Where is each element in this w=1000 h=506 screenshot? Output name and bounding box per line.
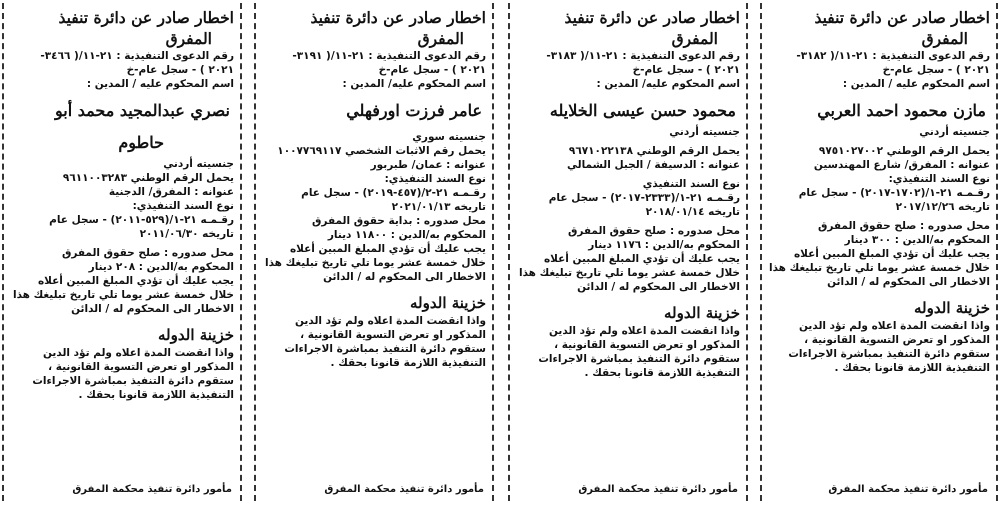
notice-footer: مأمور دائرة تنفيذ محكمة المفرق bbox=[828, 484, 988, 495]
case-number-line2: ٢٠٢١ ) - سجل عام-خ bbox=[126, 64, 234, 76]
nationality: جنسيته أردني bbox=[919, 126, 990, 138]
defendant-name: مازن محمود احمد العربي bbox=[817, 101, 986, 120]
amount: المحكوم به/الدين : ٢٠٨ دينار bbox=[88, 261, 234, 273]
id-number: يحمل رقم الاثبات الشخصي ١٠٠٧٧٦٩١١٧ bbox=[277, 145, 486, 157]
amount: المحكوم به/الدين : ١١٨٠٠ دينار bbox=[327, 229, 486, 241]
treasury-heading: خزينة الدوله bbox=[664, 304, 740, 322]
amount: المحكوم به/الدين : ٣٠٠ دينار bbox=[844, 234, 990, 246]
notice-column-3 bbox=[254, 3, 494, 501]
notice-title bbox=[262, 7, 486, 49]
nationality: جنسيته أردني bbox=[669, 126, 740, 138]
defendant-label: اسم المحكوم عليه/ المدين : bbox=[596, 78, 740, 90]
consequence-text: واذا انقضت المدة اعلاه ولم تؤد الدين المذكور او تعرض التسوية القانونية ، ستقوم دائرة التنفيذ بمباشرة الاجراءات التنفيذية اللازمة قانونا بحقك . bbox=[32, 347, 234, 401]
address: عنوانه : عمان/ طبربور bbox=[370, 159, 486, 171]
id-number: يحمل الرقم الوطني ٩٧٥١٠٢٧٠٠٢ bbox=[818, 145, 990, 157]
consequence-text: واذا انقضت المدة اعلاه ولم تؤد الدين المذكور او تعرض التسوية القانونية ، ستقوم دائرة التنفيذ بمباشرة الاجراءات التنفيذية اللازمة قانونا بحقك . bbox=[284, 315, 486, 369]
case-number-line2: ٢٠٢١ ) - سجل عام-خ bbox=[378, 64, 486, 76]
notice-title bbox=[516, 7, 740, 49]
notice-column-1 bbox=[760, 3, 998, 501]
bond-type: نوع السند التنفيذي: bbox=[132, 200, 234, 212]
notice-title-line1: اخطار صادر عن دائرة تنفيذ bbox=[58, 8, 234, 27]
bond-date: تاريخه ٢٠٢١/٠١/١٣ bbox=[391, 201, 486, 213]
case-number-line1: رقم الدعوى التنفيذية : ٢١-١١/( ٣١٩١- bbox=[292, 50, 486, 62]
bond-type: نوع السند التنفيذي bbox=[642, 178, 740, 190]
defendant-name-line2: حاطوم bbox=[118, 133, 164, 152]
payment-warning: يجب عليك أن تؤدي المبلغ المبين أعلاه خلال خمسة عشر يوما تلي تاريخ تبليغك هذا الاخطار الى المحكوم له / الدائن bbox=[519, 253, 740, 293]
bond-type: نوع السند التنفيذي: bbox=[384, 173, 486, 185]
consequence-text: واذا انقضت المدة اعلاه ولم تؤد الدين المذكور او تعرض التسوية القانونية ، ستقوم دائرة التنفيذ بمباشرة الاجراءات التنفيذية اللازمة قانونا بحقك . bbox=[538, 325, 740, 379]
defendant-label: اسم المحكوم عليه/ المدين : bbox=[342, 78, 486, 90]
defendant-name: عامر فرزت اورفهلي bbox=[346, 101, 482, 120]
payment-warning: يجب عليك أن تؤدي المبلغ المبين أعلاه خلال خمسة عشر يوما تلي تاريخ تبليغك هذا الاخطار الى المحكوم له / الدائن bbox=[13, 275, 234, 315]
notice-title-line2: المفرق bbox=[165, 29, 212, 48]
issued-by: محل صدوره : صلح حقوق المفرق bbox=[567, 225, 740, 237]
notice-title-line1: اخطار صادر عن دائرة تنفيذ bbox=[564, 8, 740, 27]
amount: المحكوم به/الدين : ١١٧٦ دينار bbox=[588, 239, 740, 251]
bond-type: نوع السند التنفيذي: bbox=[888, 173, 990, 185]
address: عنوانه : الدسيفة / الجبل الشمالي bbox=[567, 159, 740, 171]
payment-warning: يجب عليك أن تؤدي المبلغ المبين أعلاه خلال خمسة عشر يوما تلي تاريخ تبليغك هذا الاخطار الى المحكوم له / الدائن bbox=[769, 248, 990, 288]
notice-title-line1: اخطار صادر عن دائرة تنفيذ bbox=[814, 8, 990, 27]
defendant-name: محمود حسن عيسى الخلايله bbox=[549, 101, 736, 120]
notice-column-4 bbox=[2, 3, 242, 501]
bond-number: رقـمـه ٢١-١/(٢٣٣٣-٢٠١٧) - سجل عام bbox=[548, 192, 740, 204]
payment-warning: يجب عليك أن تؤدي المبلغ المبين أعلاه خلال خمسة عشر يوما تلي تاريخ تبليغك هذا الاخطار الى المحكوم له / الدائن bbox=[265, 243, 486, 283]
bond-number: رقـمـه ٢١-١/(٥٢٩-٢٠١١) - سجل عام bbox=[49, 214, 234, 226]
defendant-name: نصري عبدالمجيد محمد أبو bbox=[55, 101, 230, 120]
id-number: يحمل الرقم الوطني ٩٦١١٠٠٣٢٨٣ bbox=[62, 172, 234, 184]
nationality: جنسيته سوري bbox=[412, 131, 486, 143]
consequence-text: واذا انقضت المدة اعلاه ولم تؤد الدين المذكور او تعرض التسوية القانونية ، ستقوم دائرة التنفيذ بمباشرة الاجراءات التنفيذية اللازمة قانونا بحقك . bbox=[788, 320, 990, 374]
treasury-heading: خزينة الدوله bbox=[158, 326, 234, 344]
notice-column-2 bbox=[508, 3, 748, 501]
notice-title-line1: اخطار صادر عن دائرة تنفيذ bbox=[310, 8, 486, 27]
case-number-line2: ٢٠٢١ ) - سجل عام-خ bbox=[632, 64, 740, 76]
notice-footer: مأمور دائرة تنفيذ محكمة المفرق bbox=[324, 484, 484, 495]
notice-footer: مأمور دائرة تنفيذ محكمة المفرق bbox=[72, 484, 232, 495]
notice-title-line2: المفرق bbox=[921, 29, 968, 48]
bond-date: تاريخه ٢٠١٧/١٢/٢٦ bbox=[895, 201, 990, 213]
defendant-label: اسم المحكوم عليه / المدين : bbox=[842, 78, 990, 90]
case-number-line1: رقم الدعوى التنفيذية : ٢١-١١/( ٣١٨٣- bbox=[546, 50, 740, 62]
defendant-label: اسم المحكوم عليه / المدين : bbox=[86, 78, 234, 90]
id-number: يحمل الرقم الوطني ٩٦٧١٠٢٢١٣٨ bbox=[568, 145, 740, 157]
treasury-heading: خزينة الدوله bbox=[914, 299, 990, 317]
issued-by: محل صدوره : بداية حقوق المفرق bbox=[312, 215, 486, 227]
bond-number: رقـمـه ٢١-٢/(٤٥٧-٢٠١٩) - سجل عام bbox=[301, 187, 486, 199]
issued-by: محل صدوره : صلح حقوق المفرق bbox=[817, 220, 990, 232]
notice-footer: مأمور دائرة تنفيذ محكمة المفرق bbox=[578, 484, 738, 495]
treasury-heading: خزينة الدوله bbox=[410, 294, 486, 312]
address: عنوانه : المفرق/ الدجنية bbox=[108, 186, 234, 198]
bond-date: تاريخه ٢٠١١/٠٦/٣٠ bbox=[139, 228, 234, 240]
notice-title bbox=[768, 7, 990, 49]
bond-date: تاريخه ٢٠١٨/٠١/١٤ bbox=[645, 206, 740, 218]
nationality: جنسيته أردني bbox=[163, 158, 234, 170]
bond-number: رقـمـه ٢١-١/(١٧٠٢-٢٠١٧) - سجل عام bbox=[798, 187, 990, 199]
notice-title bbox=[10, 7, 234, 49]
case-number-line2: ٢٠٢١ ) - سجل عام-خ bbox=[882, 64, 990, 76]
issued-by: محل صدوره : صلح حقوق المفرق bbox=[61, 247, 234, 259]
address: عنوانه : المفرق/ شارع المهندسين bbox=[813, 159, 990, 171]
notice-title-line2: المفرق bbox=[417, 29, 464, 48]
notice-title-line2: المفرق bbox=[671, 29, 718, 48]
case-number-line1: رقم الدعوى التنفيذية : ٢١-١١/( ٣٤٦٦- bbox=[40, 50, 234, 62]
case-number-line1: رقم الدعوى التنفيذية : ٢١-١١/( ٣١٨٢- bbox=[796, 50, 990, 62]
